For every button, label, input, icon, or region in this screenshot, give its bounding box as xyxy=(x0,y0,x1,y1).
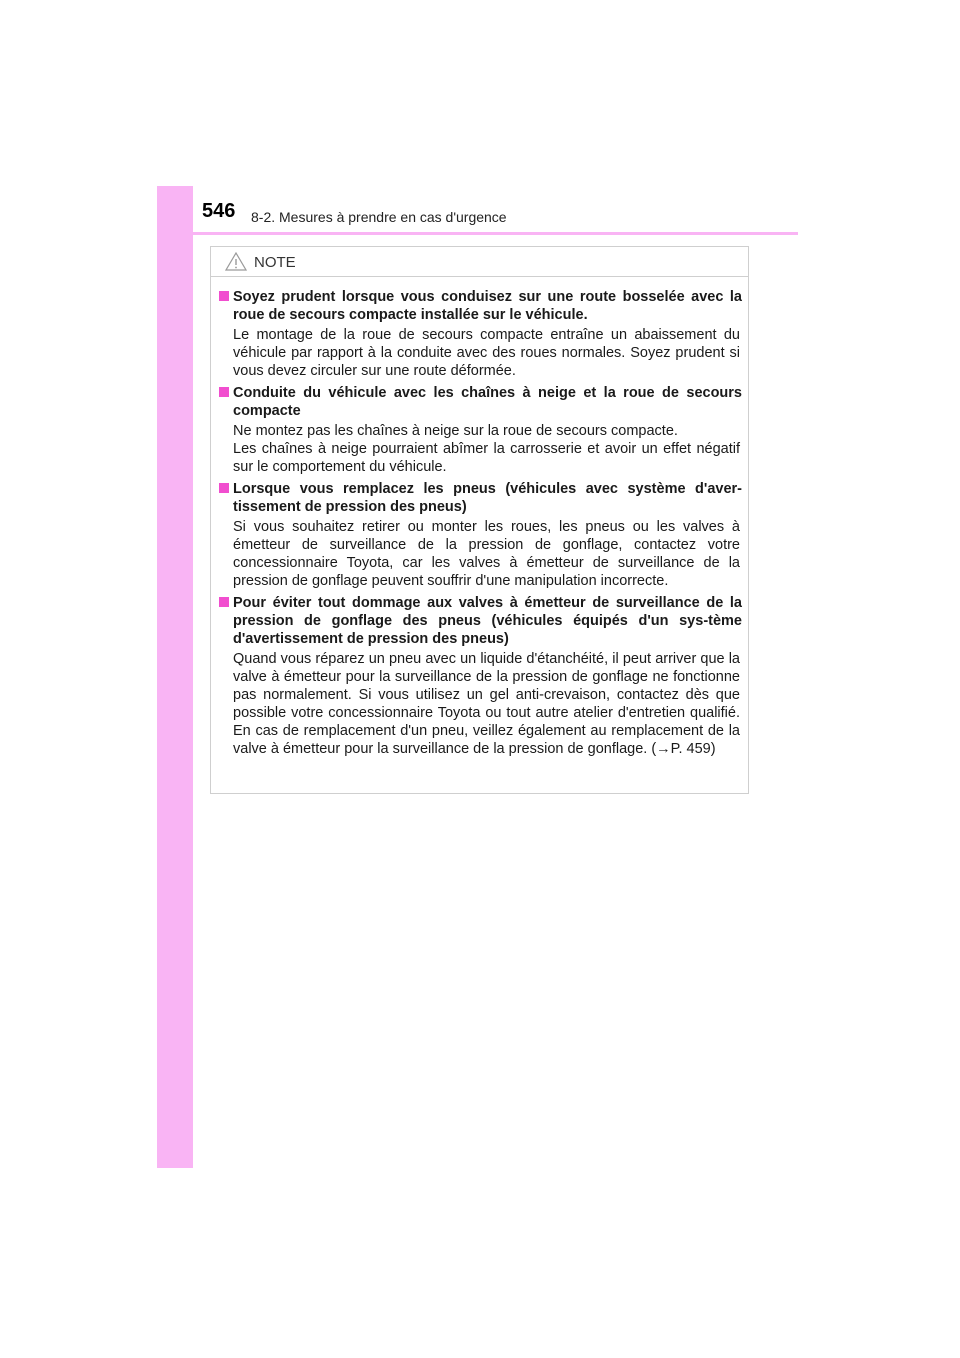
list-item xyxy=(217,288,742,380)
page-number: 546 xyxy=(202,200,236,222)
header-rule xyxy=(157,232,798,235)
item-text: Si vous souhaitez retirer ou monter les roues, les pneus ou les valves à émetteur de surveillance de la pression de gonflage, contactez votre concessionnaire Toyota, car les valves à émetteur de surveillance de la pression de gonflage peuvent souffrir d'une manipulation incorrecte. xyxy=(233,519,740,589)
item-title-text: Conduite du véhicule avec les chaînes à neige et la roue de secours compacte xyxy=(233,385,742,419)
item-title xyxy=(217,594,742,648)
list-item xyxy=(217,594,742,758)
section-title: 8-2. Mesures à prendre en cas d'urgence xyxy=(251,209,507,225)
note-box xyxy=(210,246,749,794)
list-item xyxy=(217,384,742,476)
item-title-text: Soyez prudent lorsque vous conduisez sur une route bosselée avec la roue de secours compacte installée sur le véhicule. xyxy=(233,289,742,323)
square-bullet-icon xyxy=(219,387,229,397)
item-title-text: Lorsque vous remplacez les pneus (véhicules avec système d'aver-tissement de pression des pneus) xyxy=(233,481,742,515)
item-title xyxy=(217,288,742,324)
note-header xyxy=(211,247,748,277)
list-item xyxy=(217,480,742,590)
item-title-text: Pour éviter tout dommage aux valves à émetteur de surveillance de la pression de gonflage des pneus (véhicules équipés d'un sys-tème d'avertissement de pression des pneus) xyxy=(233,595,742,647)
warning-triangle-icon xyxy=(225,252,247,276)
item-title xyxy=(217,480,742,516)
item-text: Les chaînes à neige pourraient abîmer la carrosserie et avoir un effet négatif sur le comportement du véhicule. xyxy=(233,441,740,475)
note-label: NOTE xyxy=(254,254,296,271)
item-text: Quand vous réparez un pneu avec un liquide d'étanchéité, il peut arriver que la valve à émetteur pour la surveillance de la pression de gonflage ne fonctionne pas normalement. Si vous utilisez un gel anti-crevaison, contactez dès que possible votre concessionnaire Toyota ou tout autre atelier d'entretien qualifié. En cas de remplacement d'un pneu, veillez également au remplacement de la valve à émetteur pour la surveillance de la pression de gonflage. (→P. 459) xyxy=(233,651,740,757)
note-body xyxy=(211,277,748,758)
side-color-band xyxy=(157,186,193,1168)
square-bullet-icon xyxy=(219,291,229,301)
item-text: Ne montez pas les chaînes à neige sur la roue de secours compacte. xyxy=(233,423,678,439)
item-text: Le montage de la roue de secours compacte entraîne un abaissement du véhicule par rapport à la conduite avec des roues normales. Soyez prudent si vous devez circuler sur une route déformée. xyxy=(233,327,740,379)
square-bullet-icon xyxy=(219,597,229,607)
square-bullet-icon xyxy=(219,483,229,493)
item-title xyxy=(217,384,742,420)
